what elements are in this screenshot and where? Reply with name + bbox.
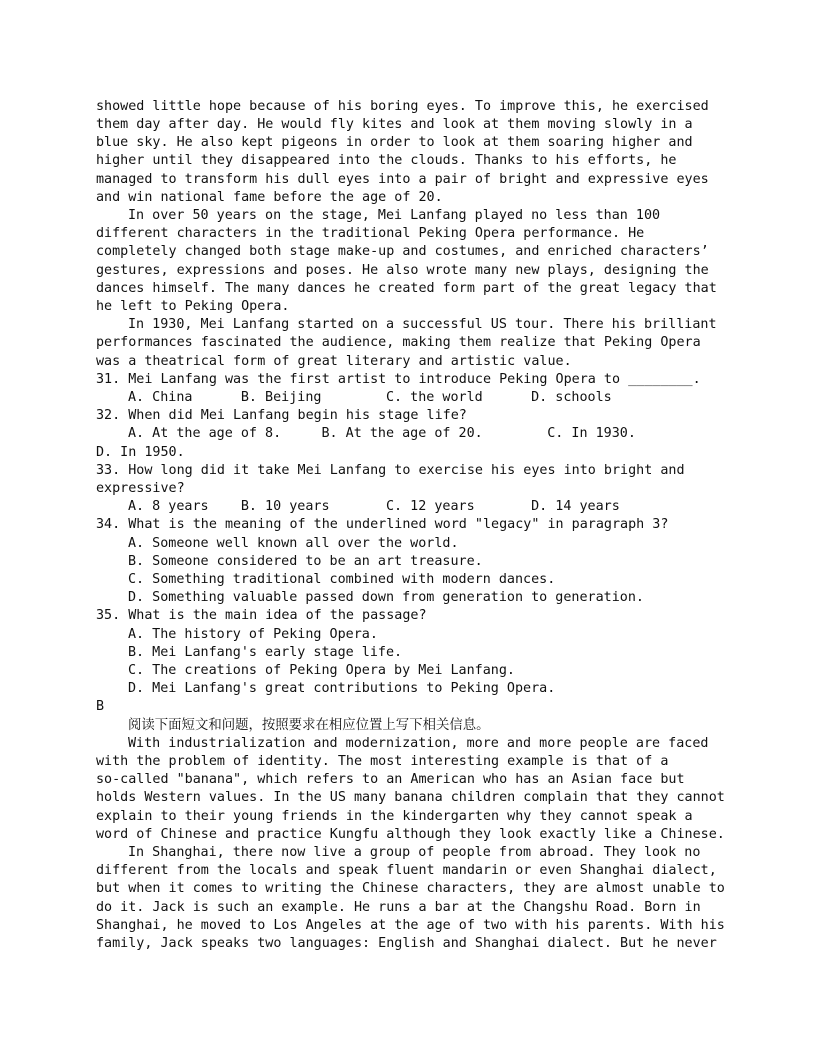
passage-a-p4-line-3: was a theatrical form of great literary and artistic value. [96, 354, 572, 369]
passage-b-p1-line-2: with the problem of identity. The most interesting example is that of a [96, 754, 669, 769]
passage-b-p2-line-2: different from the locals and speak fluent mandarin or even Shanghai dialect, [96, 863, 717, 878]
question-34-stem: 34. What is the meaning of the underlined word "legacy" in paragraph 3? [96, 517, 669, 532]
question-33-options: A. 8 years B. 10 years C. 12 years D. 14 years [128, 499, 620, 514]
question-33-stem-line-2: expressive? [96, 481, 185, 496]
question-35-stem: 35. What is the main idea of the passage? [96, 608, 427, 623]
passage-a-p3-line-6: he left to Peking Opera. [96, 299, 290, 314]
question-32-stem: 32. When did Mei Lanfang begin his stage life? [96, 408, 467, 423]
section-b-instruction: 阅读下面短文和问题，按照要求在相应位置上写下相关信息。 [128, 718, 490, 733]
question-32-option-d: D. In 1950. [96, 445, 185, 460]
question-35-option-b: B. Mei Lanfang's early stage life. [128, 645, 403, 660]
passage-a-p3-line-1: In over 50 years on the stage, Mei Lanfang played no less than 100 [128, 208, 661, 223]
passage-a-p3-line-3: completely changed both stage make-up and costumes, and enriched characters’ [96, 244, 709, 259]
passage-b-p2-line-6: family, Jack speaks two languages: English and Shanghai dialect. But he never [96, 936, 717, 951]
passage-a-p3-line-4: gestures, expressions and poses. He also wrote many new plays, designing the [96, 263, 709, 278]
passage-b-p2-line-5: Shanghai, he moved to Los Angeles at the age of two with his parents. With his [96, 918, 725, 933]
passage-a-p2-line-5: managed to transform his dull eyes into a pair of bright and expressive eyes [96, 172, 709, 187]
passage-b-p1-line-6: word of Chinese and practice Kungfu although they look exactly like a Chinese. [96, 827, 725, 842]
passage-a-p3-line-2: different characters in the traditional Peking Opera performance. He [96, 226, 645, 241]
passage-b-p1-line-5: explain to their young friends in the kindergarten why they cannot speak a [96, 809, 693, 824]
passage-b-p2-line-1: In Shanghai, there now live a group of people from abroad. They look no [128, 845, 701, 860]
passage-a-p2-line-1: showed little hope because of his boring eyes. To improve this, he exercised [96, 99, 709, 114]
question-35-option-a: A. The history of Peking Opera. [128, 627, 378, 642]
passage-b-p1-line-1: With industrialization and modernization, more and more people are faced [128, 736, 709, 751]
question-31-options: A. China B. Beijing C. the world D. schools [128, 390, 612, 405]
passage-b-p1-line-3: so-called "banana", which refers to an American who has an Asian face but [96, 772, 685, 787]
question-32-options: A. At the age of 8. B. At the age of 20. C. In 1930. [128, 426, 636, 441]
question-33-stem-line-1: 33. How long did it take Mei Lanfang to exercise his eyes into bright and [96, 463, 685, 478]
section-b-label: B [96, 699, 105, 714]
passage-a-p3-line-5: dances himself. The many dances he created form part of the great legacy that [96, 281, 717, 296]
passage-a-p4-line-2: performances fascinated the audience, making them realize that Peking Opera [96, 335, 701, 350]
passage-a-p2-line-6: and win national fame before the age of 20. [96, 190, 443, 205]
question-34-option-b: B. Someone considered to be an art treasure. [128, 554, 483, 569]
passage-a-p4-line-1: In 1930, Mei Lanfang started on a successful US tour. There his brilliant [128, 317, 717, 332]
question-34-option-c: C. Something traditional combined with modern dances. [128, 572, 556, 587]
question-35-option-c: C. The creations of Peking Opera by Mei Lanfang. [128, 663, 515, 678]
passage-a-p2-line-3: blue sky. He also kept pigeons in order to look at them soaring higher and [96, 135, 693, 150]
passage-b-p2-line-4: do it. Jack is such an example. He runs a bar at the Changshu Road. Born in [96, 900, 701, 915]
question-34-option-d: D. Something valuable passed down from generation to generation. [128, 590, 644, 605]
passage-b-p1-line-4: holds Western values. In the US many banana children complain that they cannot [96, 790, 725, 805]
passage-a-p2-line-4: higher until they disappeared into the clouds. Thanks to his efforts, he [96, 153, 677, 168]
question-34-option-a: A. Someone well known all over the world. [128, 536, 459, 551]
passage-b-p2-line-3: but when it comes to writing the Chinese characters, they are almost unable to [96, 881, 725, 896]
question-35-option-d: D. Mei Lanfang's great contributions to Peking Opera. [128, 681, 556, 696]
question-31-stem: 31. Mei Lanfang was the first artist to introduce Peking Opera to ________. [96, 372, 701, 387]
passage-a-p2-line-2: them day after day. He would fly kites and look at them moving slowly in a [96, 117, 693, 132]
